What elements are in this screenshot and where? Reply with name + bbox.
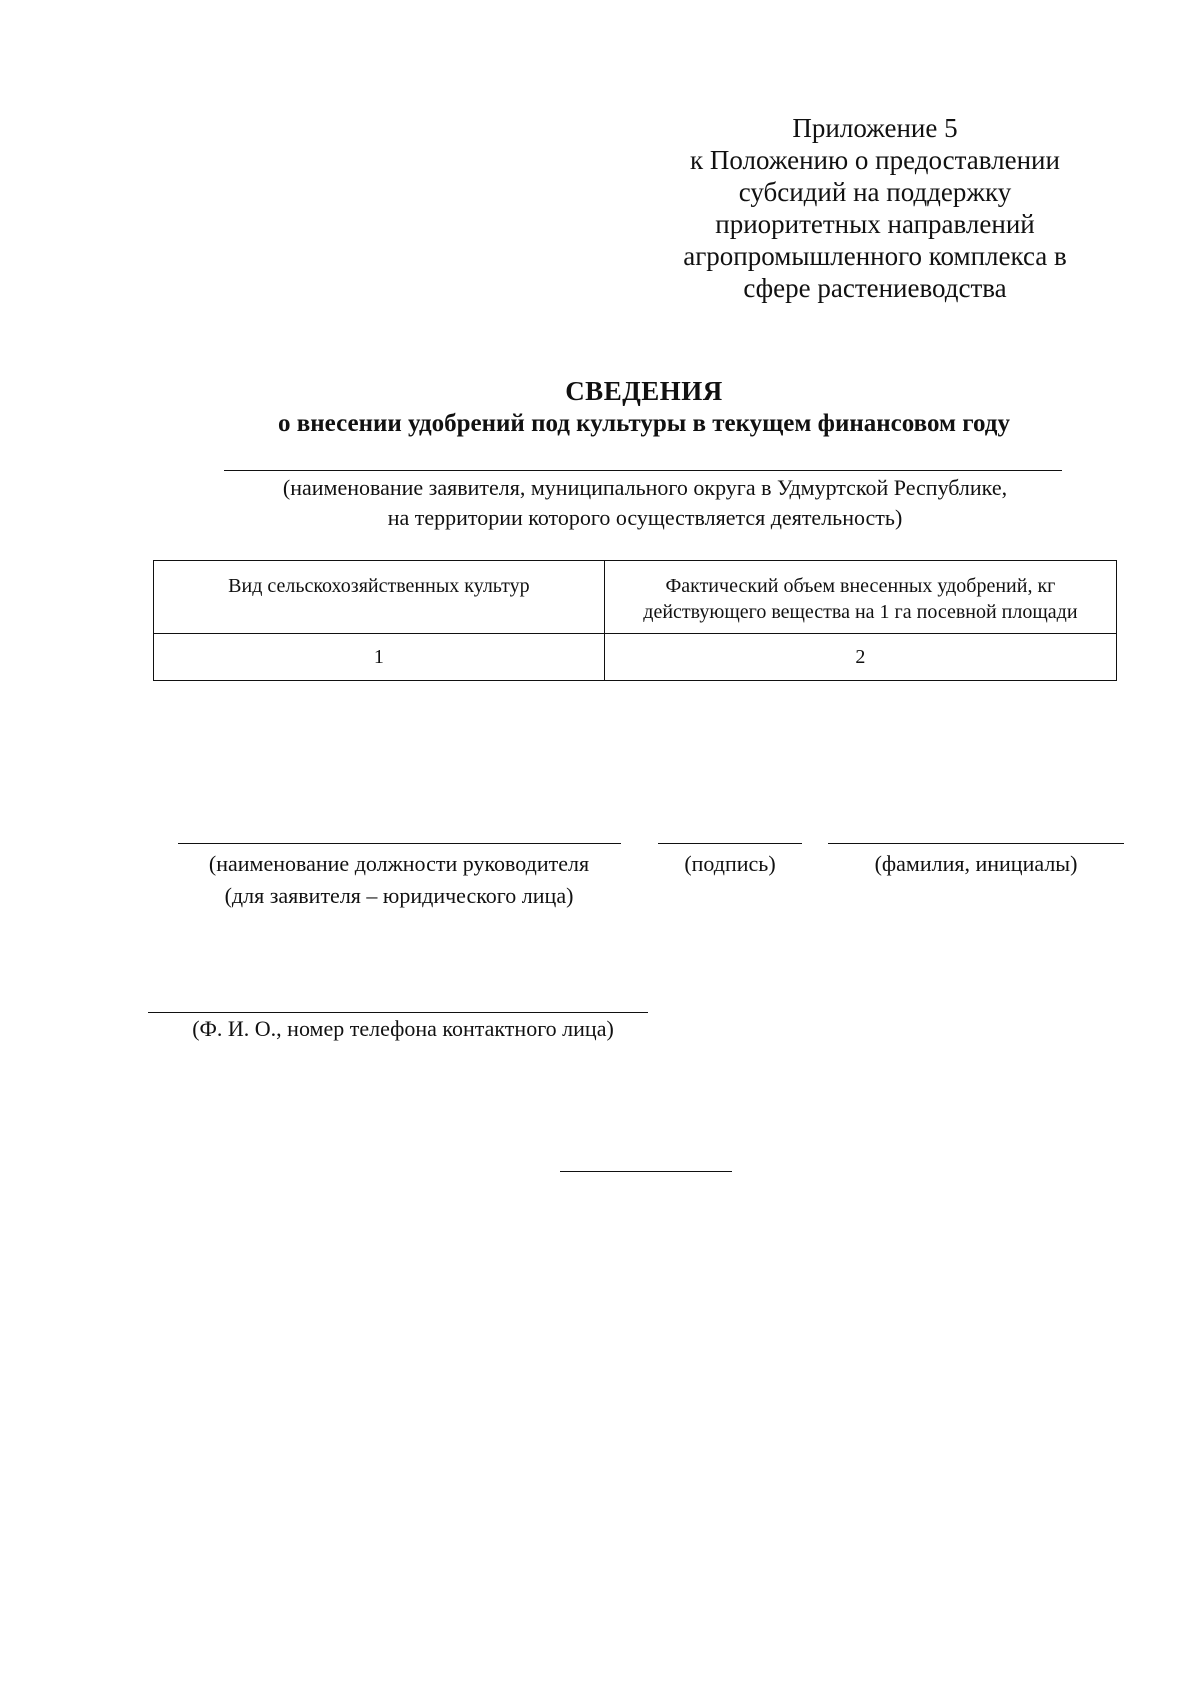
header-text: Вид сельскохозяйственных культур (228, 575, 530, 597)
appendix-line: сфере растениеводства (743, 273, 1007, 303)
fertilizer-table (153, 560, 1117, 681)
contact-line[interactable] (148, 1012, 648, 1013)
column-number: 1 (373, 646, 384, 668)
appendix-line: Приложение 5 (792, 113, 958, 143)
appendix-line: к Положению о предоставлении (690, 145, 1060, 175)
table-header-row (154, 561, 1117, 634)
column-number: 2 (855, 646, 866, 668)
header-text: Фактический объем внесенных удобрений, кг (665, 575, 1056, 597)
applicant-caption-line: на территории которого осуществляется деятельность) (387, 505, 903, 530)
applicant-name-line[interactable] (224, 470, 1062, 471)
appendix-line: субсидий на поддержку (738, 177, 1012, 207)
column-number-row (154, 634, 1117, 681)
document-subtitle: о внесении удобрений под культуры в текущем финансовом году (278, 410, 1010, 437)
name-line[interactable] (828, 843, 1124, 844)
end-separator (560, 1171, 732, 1172)
name-caption: (фамилия, инициалы) (874, 851, 1078, 876)
appendix-block (640, 112, 1110, 304)
position-caption-line: (наименование должности руководителя (208, 851, 590, 876)
position-caption (160, 848, 638, 912)
applicant-caption-line: (наименование заявителя, муниципального округа в Удмуртской Республике, (282, 475, 1008, 500)
column-number-cell (604, 634, 1116, 681)
contact-caption: (Ф. И. О., номер телефона контактного лица) (192, 1016, 614, 1041)
header-cell-fertilizer-volume (604, 561, 1116, 634)
appendix-line: агропромышленного комплекса в (683, 241, 1067, 271)
header-text: действующего вещества на 1 га посевной площади (643, 601, 1078, 623)
signature-line[interactable] (658, 843, 802, 844)
document-title: СВЕДЕНИЯ (565, 376, 723, 406)
position-caption-line: (для заявителя – юридического лица) (224, 883, 574, 908)
signature-caption: (подпись) (684, 851, 776, 876)
appendix-line: приоритетных направлений (715, 209, 1035, 239)
applicant-caption (180, 473, 1110, 533)
header-cell-crop-type (154, 561, 605, 634)
column-number-cell (154, 634, 605, 681)
position-line[interactable] (178, 843, 621, 844)
